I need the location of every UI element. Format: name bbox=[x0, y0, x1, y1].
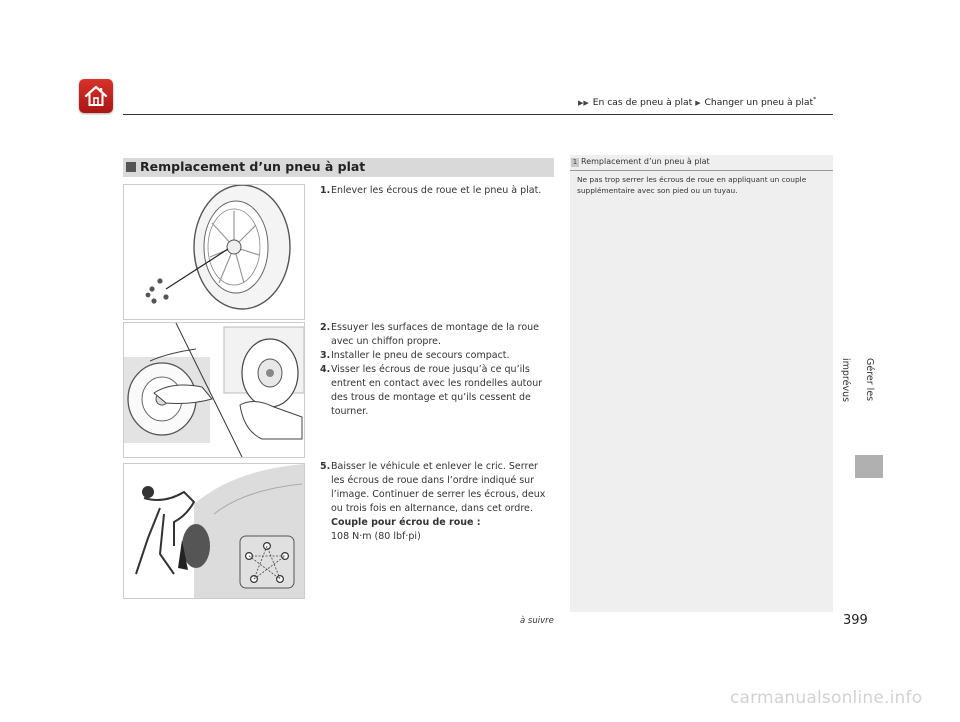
breadcrumb-mark: * bbox=[813, 96, 817, 103]
section-bullet-icon bbox=[126, 162, 136, 172]
step-number: 4. bbox=[320, 364, 331, 375]
step-5 bbox=[320, 460, 550, 544]
home-button[interactable] bbox=[79, 79, 113, 113]
step-number: 5. bbox=[320, 461, 331, 472]
step-number: 1. bbox=[320, 185, 331, 196]
watermark: carmanualsonline.info bbox=[730, 688, 923, 708]
breadcrumb-current: Changer un pneu à plat bbox=[704, 97, 814, 109]
wheel-removal-image bbox=[124, 185, 304, 319]
continued-label: à suivre bbox=[520, 616, 554, 626]
page-number: 399 bbox=[843, 613, 868, 628]
illustration-mount-spare bbox=[123, 322, 305, 458]
step-2 bbox=[320, 321, 550, 349]
home-icon bbox=[84, 84, 108, 108]
step-4 bbox=[320, 363, 550, 419]
side-tab-label: Gérer les imprévus bbox=[840, 358, 875, 403]
side-tab-marker[interactable] bbox=[855, 455, 883, 478]
torque-label: Couple pour écrou de roue : bbox=[331, 517, 481, 528]
step-number: 2. bbox=[320, 322, 331, 333]
step-text: Installer le pneu de secours compact. bbox=[331, 350, 510, 361]
breadcrumb-link-flat-tire[interactable]: En cas de pneu à plat bbox=[592, 97, 693, 109]
tightening-image bbox=[124, 464, 304, 598]
step-1 bbox=[320, 184, 550, 198]
breadcrumb-arrow-icon: ▶ bbox=[695, 99, 701, 108]
step-text: Baisser le véhicule et enlever le cric. Serrer les écrous de roue dans l’ordre indiqué sur l’image. Continuer de serrer les écrous, deux ou trois fois en alternance, dans cet ordre. bbox=[331, 461, 546, 514]
illustration-remove-wheel bbox=[123, 184, 305, 320]
step-number: 3. bbox=[320, 350, 331, 361]
torque-value: 108 N·m (80 lbf·pi) bbox=[331, 531, 421, 542]
note-title: Remplacement d’un pneu à plat bbox=[581, 157, 710, 166]
step-text: Enlever les écrous de roue et le pneu à plat. bbox=[331, 185, 542, 196]
illustration-tighten-sequence bbox=[123, 463, 305, 599]
header-divider bbox=[123, 114, 833, 115]
section-title: Remplacement d’un pneu à plat bbox=[140, 159, 366, 174]
note-panel bbox=[570, 155, 833, 612]
step-text: Visser les écrous de roue jusqu’à ce qu’ils entrent en contact avec les rondelles autour des trous de montage et qu’ils cessent de tourner. bbox=[331, 364, 543, 417]
spare-mounting-image bbox=[124, 323, 304, 457]
note-number-badge: 1 bbox=[572, 158, 578, 166]
step-3 bbox=[320, 349, 550, 363]
step-text: Essuyer les surfaces de montage de la roue avec un chiffon propre. bbox=[331, 322, 540, 347]
breadcrumb-arrow-icon: ▶▶ bbox=[578, 99, 589, 108]
breadcrumb bbox=[578, 96, 816, 108]
note-text: Ne pas trop serrer les écrous de roue en appliquant un couple supplémentaire avec son pied ou un tuyau. bbox=[577, 175, 807, 195]
